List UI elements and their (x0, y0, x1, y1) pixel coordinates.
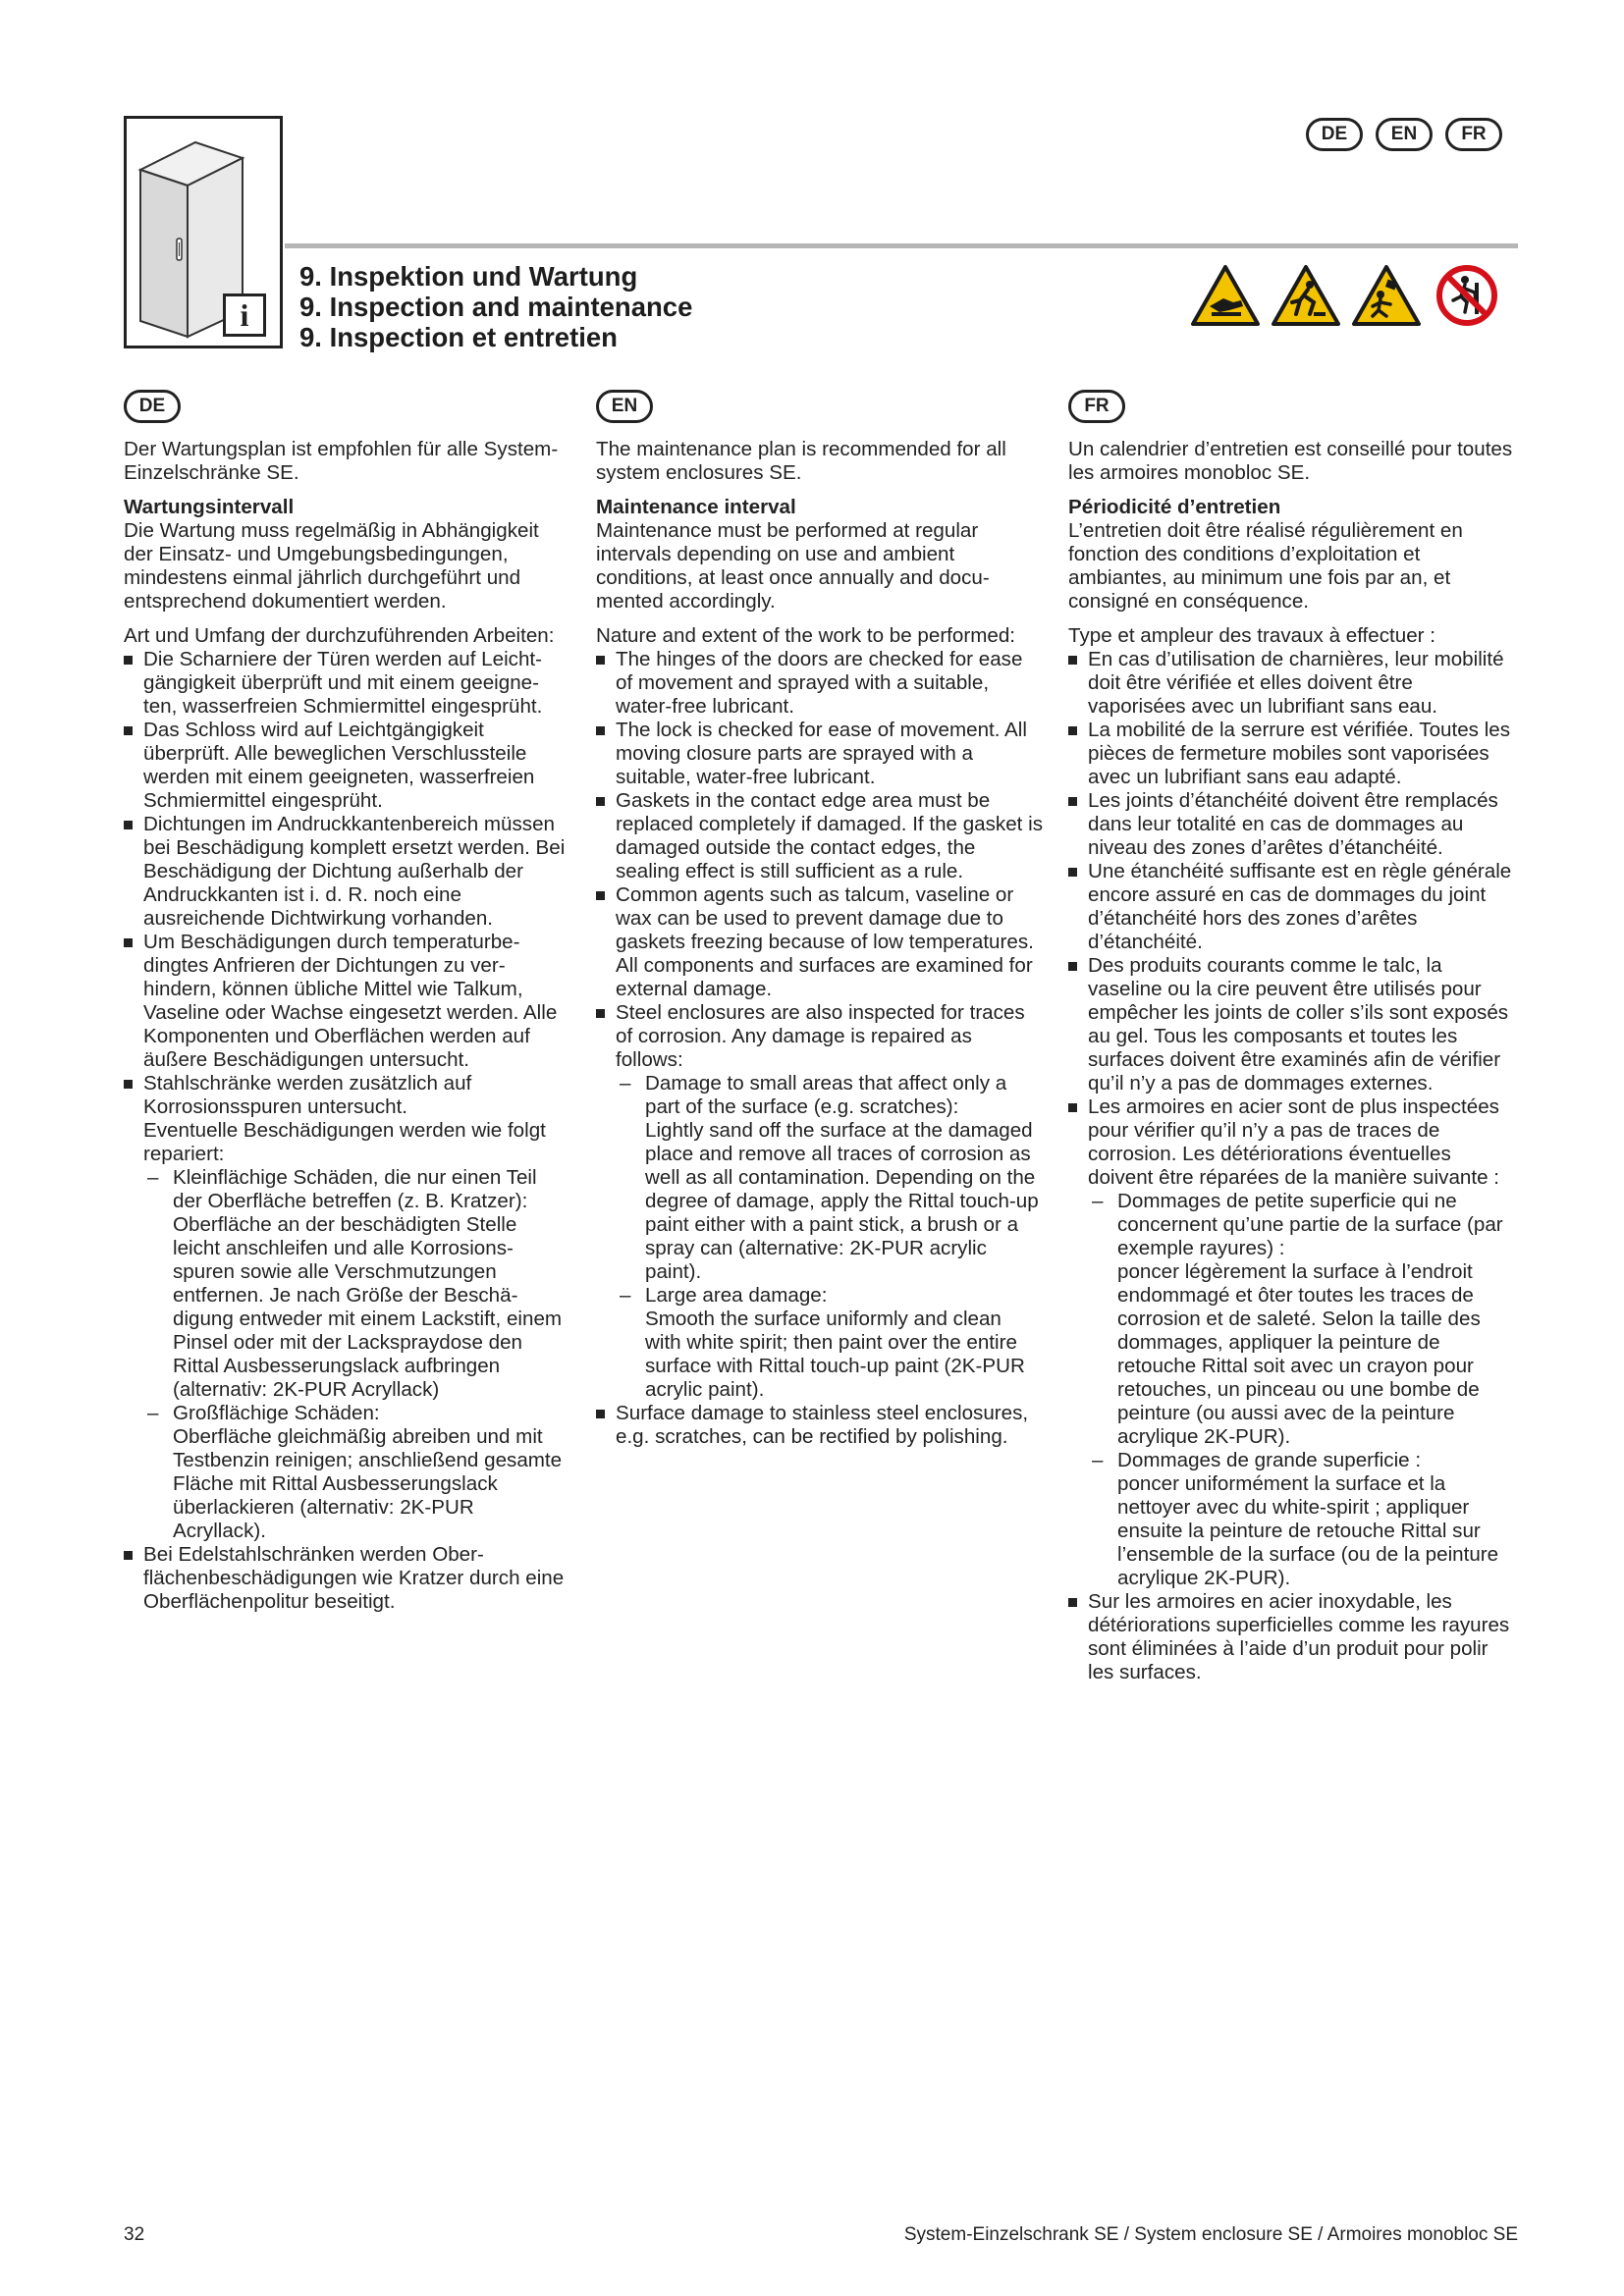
list-item: The hinges of the doors are checked for ease of movement and sprayed with a suitable, water-free lubricant. (596, 648, 1043, 719)
repair-item-title: – Damage to small areas that affect only a part of the surface (e.g. scratches): (645, 1072, 1007, 1118)
language-selector (1306, 118, 1502, 151)
task-list (596, 648, 1043, 1449)
lang-pill-fr: FR (1445, 118, 1502, 151)
list-item: Une étanchéité suffisante est en règle générale encore assuré en cas de dommages du joint d’étanchéité hors des zones d’arêtes d’étanchéité. (1068, 860, 1515, 954)
scope-text: Nature and extent of the work to be performed: (596, 624, 1015, 647)
repair-item-title: – Dommages de grande superficie : (1117, 1449, 1422, 1471)
repair-item (1088, 1449, 1515, 1590)
list-item: Das Schloss wird auf Leichtgängigkeit überprüft. Alle beweglichen Verschlussteile werden mit einem geeigneten, wasserfreien Schmiermittel eingesprüht. (124, 719, 566, 813)
column-en (596, 438, 1043, 1449)
list-item: Les joints d’étanchéité doivent être remplacés dans leur totalité en cas de dommages au niveau des zones d’arêtes d’étanchéité. (1068, 789, 1515, 860)
intro-text: Un calendrier d’entretien est conseillé pour toutes les armoires monobloc SE. (1068, 438, 1513, 484)
title-de: 9. Inspektion und Wartung (299, 261, 638, 292)
repair-item-text: Lightly sand off the surface at the damaged place and remove all traces of corrosion as well as all contamination. Depending on the degree of damage, apply the Rittal touch-up paint either with a paint stick, a brush or a spray can (alternative: 2K-PUR acrylic paint). (645, 1119, 1039, 1283)
steel-inspection-text: Les armoires en acier sont de plus inspectées pour vérifier qu’il n’y a pas de traces de corrosion. Les détériorations éventuelles doivent être réparées de la manière suivante : (1088, 1095, 1499, 1189)
hazard-icons (1190, 263, 1502, 328)
interval-text: Die Wartung muss regelmäßig in Abhängigkeit der Einsatz- und Umgebungsbedingungen, mindestens einmal jährlich durchgeführt und entsprechend dokumentiert werden. (124, 519, 539, 613)
repair-item (616, 1284, 1043, 1402)
footer-title: System-Einzelschrank SE / System enclosure SE / Armoires monobloc SE (903, 2224, 1518, 2245)
list-item: Bei Edelstahlschränken werden Oberflächenbeschädigungen wie Kratzer durch eine Oberflächenpolitur beseitigt. (124, 1543, 566, 1614)
scope-text: Type et ampleur des travaux à effectuer : (1068, 624, 1435, 647)
steel-repair-note: Eventuelle Beschädigungen werden wie folgt repariert: (143, 1119, 546, 1165)
repair-item-title: – Large area damage: (645, 1284, 828, 1307)
trip-hazard-warning-icon (1271, 263, 1341, 328)
intro-text: Der Wartungsplan ist empfohlen für alle System-Einzelschränke SE. (124, 438, 559, 484)
interval-text: Maintenance must be performed at regular intervals depending on use and ambient conditions, at least once annually and documented accordingly. (596, 519, 990, 613)
column-de (124, 438, 566, 1614)
list-item: Die Scharniere der Türen werden auf Leichtgängigkeit überprüft und mit einem geeigneten, wasserfreien Schmiermittel eingesprüht. (124, 648, 566, 719)
repair-list (1088, 1190, 1515, 1590)
list-item: Dichtungen im Andruckkantenbereich müssen bei Beschädigung komplett ersetzt werden. Bei Beschädigung der Dichtung außerhalb der Andruckkanten ist i. d. R. noch eine ausreichende Dichtwirkung vorhanden. (124, 813, 566, 931)
list-item: The lock is checked for ease of movement. All moving closure parts are sprayed with a suitable, water-free lubricant. (596, 719, 1043, 789)
list-item (124, 1072, 566, 1543)
repair-list (616, 1072, 1043, 1402)
interval-heading: Maintenance interval (596, 496, 796, 518)
steel-inspection-text: Stahlschränke werden zusätzlich auf Korrosionsspuren untersucht. (143, 1072, 472, 1118)
header-divider (285, 243, 1518, 248)
interval-text: L’entretien doit être réalisé régulièrement en fonction des conditions d’exploitation et ambiantes, au minimum une fois par an, et consigné en conséquence. (1068, 519, 1463, 613)
list-item: Common agents such as talcum, vaseline or wax can be used to prevent damage due to gaskets freezing because of low temperatures. All components and surfaces are examined for external damage. (596, 883, 1043, 1001)
task-list (124, 648, 566, 1614)
list-item: Surface damage to stainless steel enclosures, e.g. scratches, can be rectified by polishing. (596, 1402, 1043, 1449)
info-icon: i (223, 294, 266, 337)
page-title (299, 261, 692, 352)
hand-pinch-warning-icon (1190, 263, 1261, 328)
lang-pill-en: EN (1376, 118, 1433, 151)
list-item: La mobilité de la serrure est vérifiée. Toutes les pièces de fermeture mobiles sont vaporisées avec un lubrifiant sans eau adapté. (1068, 719, 1515, 789)
repair-item-title: – Kleinflächige Schäden, die nur einen Teil der Oberfläche betreffen (z. B. Kratzer): (173, 1166, 537, 1212)
page-number: 32 (124, 2224, 145, 2245)
repair-item (616, 1072, 1043, 1284)
title-en: 9. Inspection and maintenance (299, 292, 693, 322)
repair-item (143, 1402, 566, 1543)
repair-item-text: Oberfläche gleichmäßig abreiben und mit Testbenzin reinigen; anschließend gesamte Fläche mit Rittal Ausbesserungslack überlackieren (alternativ: 2K-PUR Acryllack). (173, 1425, 563, 1542)
intro-text: The maintenance plan is recommended for all system enclosures SE. (596, 438, 1006, 484)
title-fr: 9. Inspection et entretien (299, 322, 618, 352)
repair-item-title: – Dommages de petite superficie qui ne concernent qu’une partie de la surface (par exemple rayures) : (1117, 1190, 1503, 1259)
column-lang-de: DE (124, 390, 181, 423)
list-item (596, 1001, 1043, 1402)
list-item: En cas d’utilisation de charnières, leur mobilité doit être vérifiée et elles doivent être vaporisées avec un lubrifiant sans eau. (1068, 648, 1515, 719)
column-fr (1068, 438, 1515, 1684)
no-climbing-prohibition-icon (1432, 263, 1502, 328)
repair-item-text: Oberfläche an der beschädigten Stelle leicht anschleifen und alle Korrosionsspuren sowie alle Verschmutzungen entfernen. Je nach Größe der Beschädigung entweder mit einem Lackstift, einem Pinsel oder mit der Lackspraydose den Rittal Ausbesserungslack aufbringen (alternativ: 2K-PUR Acryllack) (173, 1213, 563, 1401)
list-item (1068, 1095, 1515, 1590)
repair-list (143, 1166, 566, 1543)
list-item: Gaskets in the contact edge area must be replaced completely if damaged. If the gasket is damaged outside the contact edges, the sealing effect is still sufficient as a rule. (596, 789, 1043, 883)
task-list (1068, 648, 1515, 1684)
repair-item-title: – Großflächige Schäden: (173, 1402, 380, 1424)
interval-heading: Périodicité d’entretien (1068, 496, 1281, 518)
repair-item (143, 1166, 566, 1402)
scope-text: Art und Umfang der durchzuführenden Arbeiten: (124, 624, 555, 647)
list-item: Um Beschädigungen durch temperaturbedingtes Anfrieren der Dichtungen zu verhindern, können übliche Mittel wie Talkum, Vaseline oder Wachse eingesetzt werden. Alle Komponenten und Oberflächen werden auf äußere Beschädigungen untersucht. (124, 931, 566, 1072)
column-lang-fr: FR (1068, 390, 1125, 423)
falling-objects-warning-icon (1351, 263, 1422, 328)
steel-inspection-text: Steel enclosures are also inspected for traces of corrosion. Any damage is repaired as follows: (616, 1001, 1025, 1071)
interval-heading: Wartungsintervall (124, 496, 295, 518)
repair-item-text: Smooth the surface uniformly and clean with white spirit; then paint over the entire surface with Rittal touch-up paint (2K-PUR acrylic paint). (645, 1308, 1025, 1401)
repair-item-text: poncer légèrement la surface à l’endroit endommagé et ôter toutes les traces de corrosion et de saleté. Selon la taille des dommages, appliquer la peinture de retouche Rittal soit avec un crayon pour retouches, un pinceau ou une bombe de peinture (ou aussi avec de la peinture acrylique 2K-PUR). (1117, 1260, 1481, 1448)
repair-item-text: poncer uniformément la surface et la nettoyer avec du white-spirit ; appliquer ensuite la peinture de retouche Rittal sur l’ensemble de la surface (ou de la peinture acrylique 2K-PUR). (1117, 1472, 1499, 1589)
lang-pill-de: DE (1306, 118, 1363, 151)
repair-item (1088, 1190, 1515, 1449)
column-lang-en: EN (596, 390, 653, 423)
section-icon-box (124, 116, 283, 348)
list-item: Des produits courants comme le talc, la vaseline ou la cire peuvent être utilisés pour empêcher les joints de coller s’ils sont exposés au gel. Tous les composants et toutes les surfaces doivent être examinés afin de vérifier qu’il n’y a pas de dommages externes. (1068, 954, 1515, 1095)
list-item: Sur les armoires en acier inoxydable, les détériorations superficielles comme les rayures sont éliminées à l’aide d’un produit pour polir les surfaces. (1068, 1590, 1515, 1684)
